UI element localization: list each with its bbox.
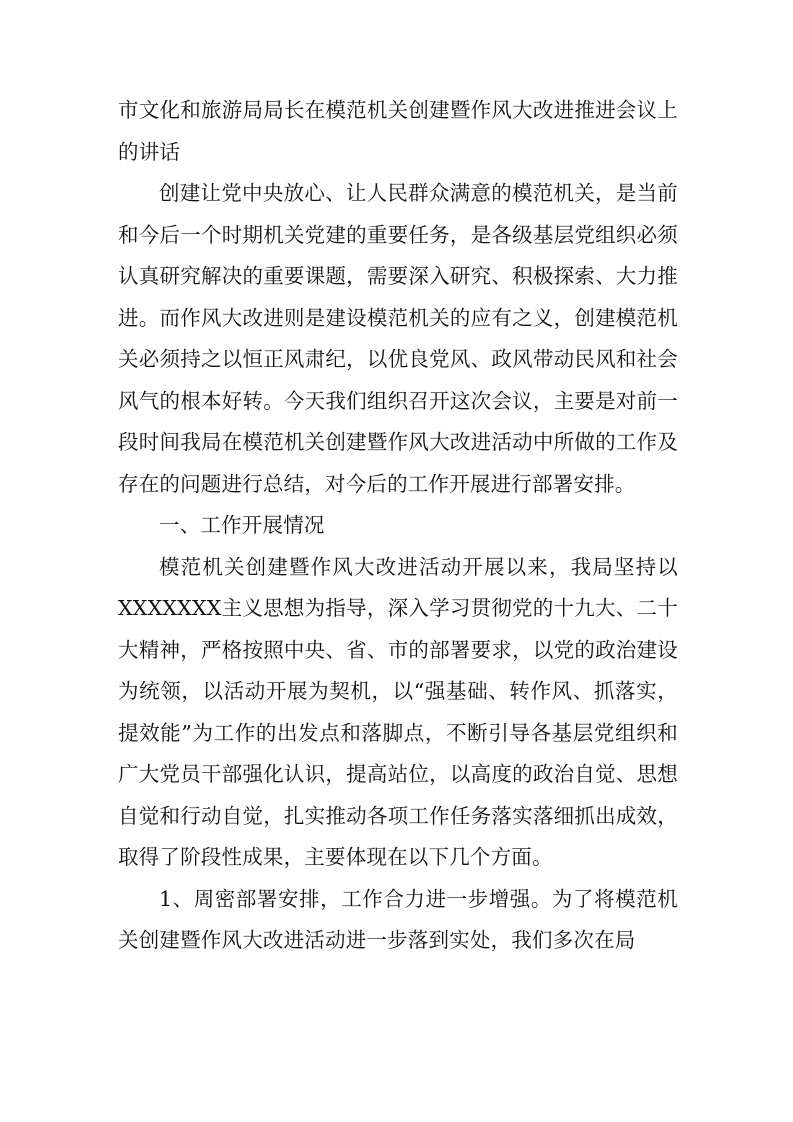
document-body — [118, 90, 678, 962]
section-paragraph: 模范机关创建暨作风大改进活动开展以来，我局坚持以XXXXXXX主义思想为指导，深入学习贯彻党的十九大、二十大精神，严格按照中央、省、市的部署要求，以党的政治建设为统领，以活动开展为契机，以“强基础、转作风、抓落实，提效能”为工作的出发点和落脚点，不断引导各基层党组织和广大党员干部强化认识，提高站位，以高度的政治自觉、思想自觉和行动自觉，扎实推动各项工作任务落实落细抓出成效，取得了阶段性成果，主要体现在以下几个方面。 — [118, 554, 678, 869]
document-title: 市文化和旅游局局长在模范机关创建暨作风大改进推进会议上的讲话 — [118, 98, 678, 164]
section-heading: 一、工作开展情况 — [159, 513, 325, 537]
item-paragraph: 1、周密部署安排，工作合力进一步增强。为了将模范机关创建暨作风大改进活动进一步落到实处，我们多次在局 — [118, 886, 678, 952]
intro-paragraph: 创建让党中央放心、让人民群众满意的模范机关，是当前和今后一个时期机关党建的重要任务，是各级基层党组织必须认真研究解决的重要课题，需要深入研究、积极探索、大力推进。而作风大改进则是建设模范机关的应有之义，创建模范机关必须持之以恒正风肃纪，以优良党风、政风带动民风和社会风气的根本好转。今天我们组织召开这次会议，主要是对前一段时间我局在模范机关创建暨作风大改进活动中所做的工作及存在的问题进行总结，对今后的工作开展进行部署安排。 — [118, 181, 678, 496]
